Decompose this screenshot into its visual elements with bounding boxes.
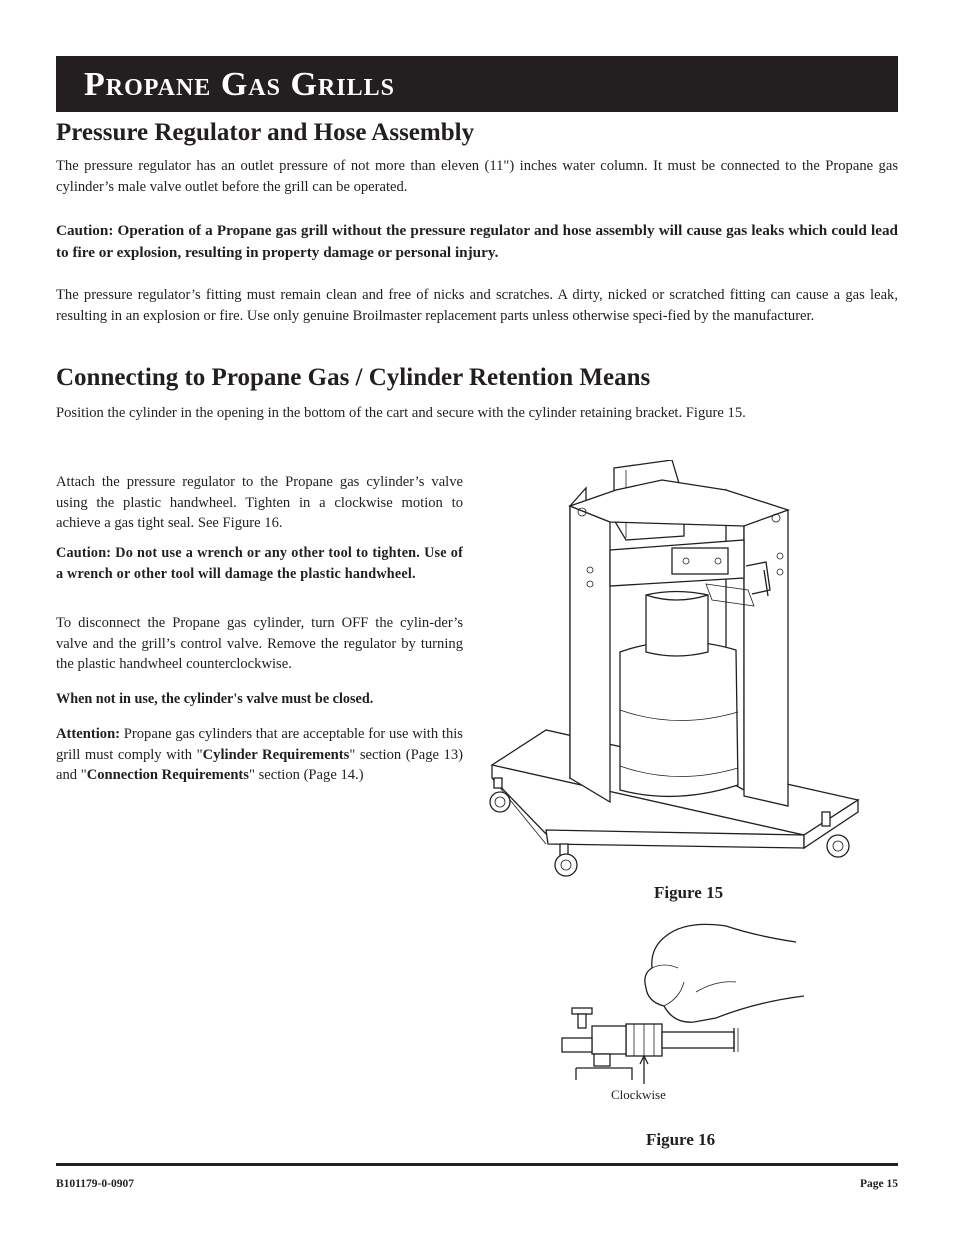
disconnect-paragraph: To disconnect the Propane gas cylinder, turn OFF the cylin-der’s valve and the grill’s control valve. Remove the regulator by turning the plastic handwheel counterclockwise. (56, 615, 463, 672)
attach-paragraph: Attach the pressure regulator to the Propane gas cylinder’s valve using the plastic handwheel. Tighten in a clockwise motion to achieve a gas tight seal. See Figure 16. (56, 474, 463, 531)
page-title-banner (56, 56, 898, 112)
position-paragraph: Position the cylinder in the opening in the bottom of the cart and secure with the cylinder retaining bracket. Figure 15. (56, 405, 746, 421)
tool-caution: Caution: Do not use a wrench or any other tool to tighten. Use of a wrench or other tool will damage the plastic handwheel. (56, 545, 463, 582)
figure-16-caption: Figure 16 (646, 1130, 716, 1149)
section-heading-regulator: Pressure Regulator and Hose Assembly (56, 119, 475, 146)
valve-closed-note: When not in use, the cylinder's valve must be closed. (56, 691, 374, 707)
fitting-paragraph: The pressure regulator’s fitting must remain clean and free of nicks and scratches. A dirty, nicked or scratched fitting can cause a gas leak, resulting in an explosion or fire. Use only genuine Broilmaster replacement parts unless otherwise speci-fied by the manufacturer. (56, 287, 898, 324)
regulator-caution: Caution: Operation of a Propane gas grill without the pressure regulator and hose assembly will cause gas leaks which could lead to fire or explosion, resulting in property damage or personal injury. (56, 222, 898, 261)
clockwise-label: Clockwise (611, 1087, 666, 1102)
figure-15-caption: Figure 15 (654, 883, 724, 902)
document-number: B101179-0-0907 (56, 1178, 134, 1190)
connection-requirements-ref: Connection Requirements (86, 767, 249, 783)
attention-paragraph: Attention: Propane gas cylinders that are acceptable for use with this grill must comply with "Cylinder Requirements" section (Page 13) and "Connection Requirements" section (Page 14.) (56, 726, 463, 783)
regulator-paragraph: The pressure regulator has an outlet pressure of not more than eleven (11") inches water column. It must be connected to the Propane gas cylinder’s male valve outlet before the grill can be operated. (56, 158, 898, 195)
page-number: Page 15 (859, 1178, 898, 1190)
figure-16-handwheel-illustration (556, 922, 806, 1084)
section-heading-connecting: Connecting to Propane Gas / Cylinder Retention Means (56, 364, 651, 391)
attention-label: Attention: (56, 726, 121, 742)
cylinder-requirements-ref: Cylinder Requirements (202, 746, 350, 763)
page-title: Propane Gas Grills (84, 66, 395, 103)
figure-15-cart-illustration (486, 460, 862, 880)
footer-divider (56, 1163, 898, 1166)
caster-wheel-icon (555, 844, 577, 876)
